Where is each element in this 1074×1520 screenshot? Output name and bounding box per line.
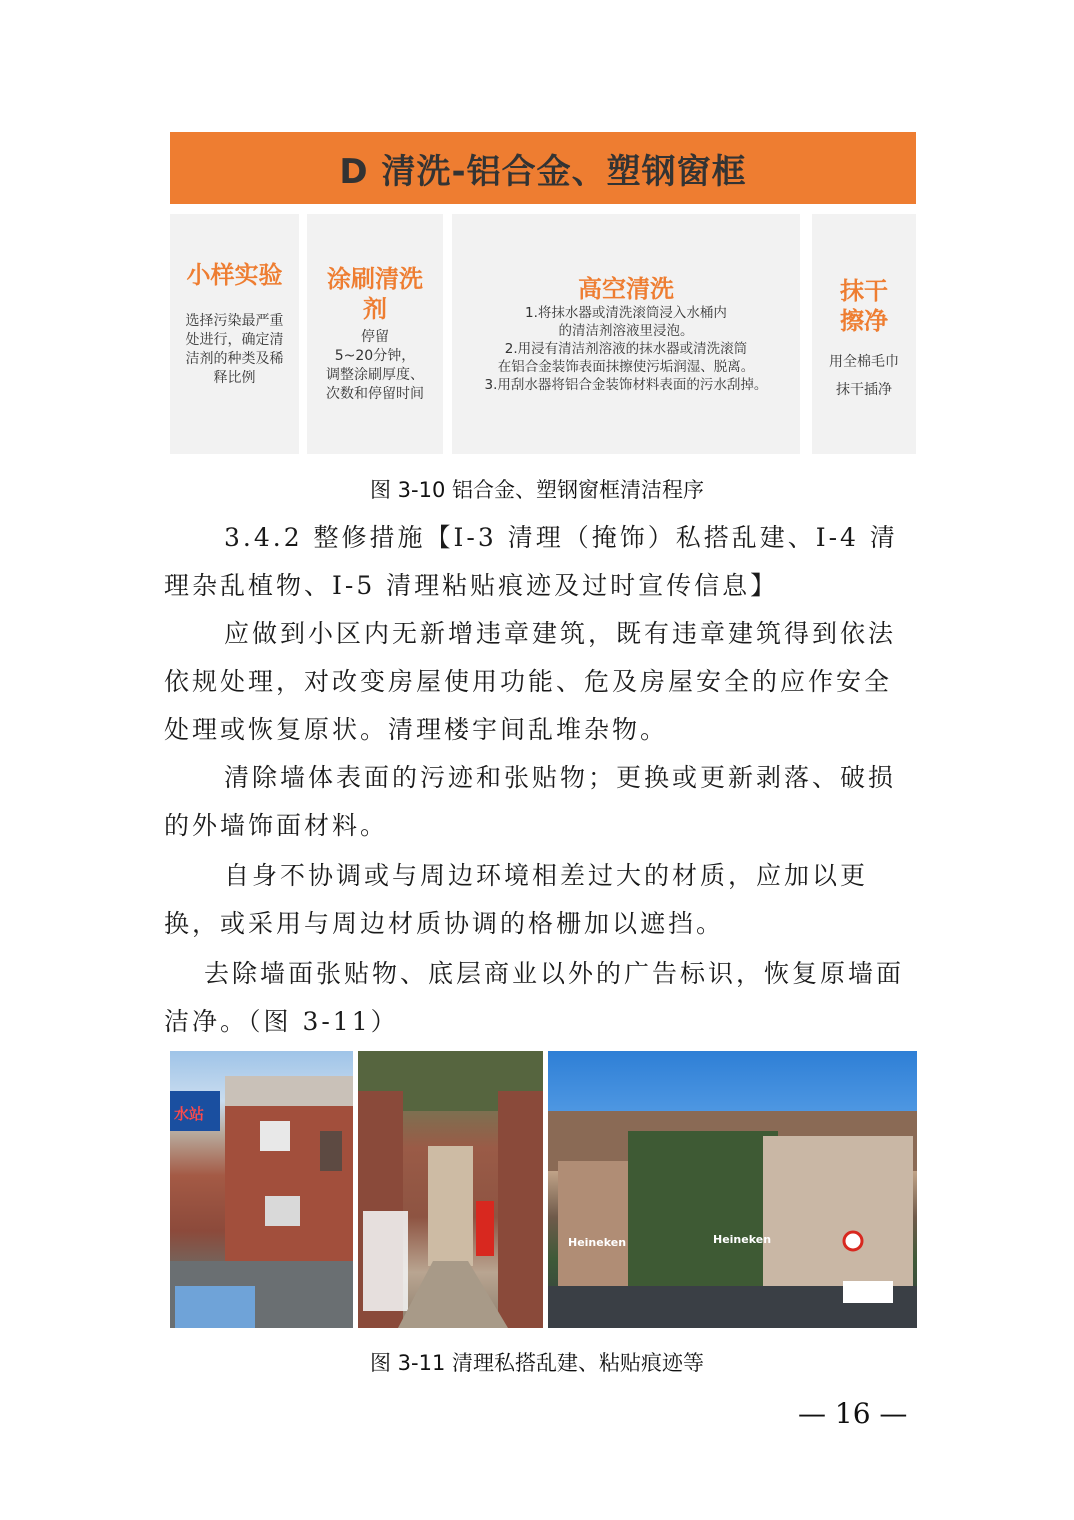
page-number: — 16 —	[798, 1397, 908, 1430]
photo-sign-text: Heineken	[568, 1236, 627, 1249]
figure-caption: 图 3-10 铝合金、塑钢窗框清洁程序	[369, 478, 704, 502]
step-card-sample-test	[170, 214, 299, 454]
step-description: 选择污染最严重 处进行，确定清 洁剂的种类及稀 释比例	[185, 313, 284, 386]
step-description: 1.将抹水器或清洗滚筒浸入水桶内 的清洁剂溶液里浸泡。 2.用浸有清洁剂溶液的抹水器或清洗滚筒 在铝合金装饰表面抹擦使污垢润湿、脱离。 3.用刮水器将铝合金装饰材料表面的污水刮掉。	[484, 305, 768, 393]
body-paragraph: 去除墙面张贴物、底层商业以外的广告标识，恢复原墙面洁净。（图 3-11）	[164, 959, 905, 1036]
body-paragraph: 自身不协调或与周边环境相差过大的材质，应加以更换，或采用与周边材质协调的格栅加以遮挡。	[164, 861, 869, 938]
photo-street-corner	[548, 1051, 917, 1328]
banner-title: D 清洗-铝合金、塑钢窗框	[339, 151, 747, 192]
photo-sign-text: Heineken	[713, 1233, 772, 1246]
step-description: 用全棉毛巾 抹干插净	[829, 354, 899, 398]
figure-caption: 图 3-11 清理私搭乱建、粘贴痕迹等	[369, 1351, 704, 1375]
section-heading: 3.4.2 整修措施【Ⅰ-3 清理（掩饰）私搭乱建、Ⅰ-4 清理杂乱植物、Ⅰ-5 清理粘贴痕迹及过时宣传信息】	[164, 523, 898, 600]
step-card-apply-cleaner	[307, 214, 443, 454]
body-paragraph: 清除墙体表面的污迹和张贴物；更换或更新剥落、破损的外墙饰面材料。	[164, 763, 897, 840]
alley-illustration	[358, 1051, 543, 1328]
photo-residential-building	[170, 1051, 353, 1328]
body-paragraph: 应做到小区内无新增违章建筑，既有违章建筑得到依法依规处理，对改变房屋使用功能、危及房屋安全的应作安全处理或恢复原状。清理楼宇间乱堆杂物。	[164, 619, 897, 744]
photo-sign-text: 水站	[174, 1105, 205, 1123]
building-illustration	[170, 1051, 353, 1328]
step-title: 高空清洗	[578, 275, 674, 303]
figure-banner	[170, 132, 916, 204]
street-illustration	[548, 1051, 917, 1328]
step-title: 小样实验	[186, 261, 283, 289]
photo-alley	[358, 1051, 543, 1328]
step-description: 停留 5~20分钟， 调整涂刷厚度、 次数和停留时间	[326, 329, 424, 402]
step-card-wipe-dry	[812, 214, 916, 454]
step-title: 抹干擦净	[840, 277, 888, 335]
step-title: 涂刷清洗剂	[327, 265, 423, 323]
step-card-high-altitude-cleaning	[452, 214, 800, 454]
